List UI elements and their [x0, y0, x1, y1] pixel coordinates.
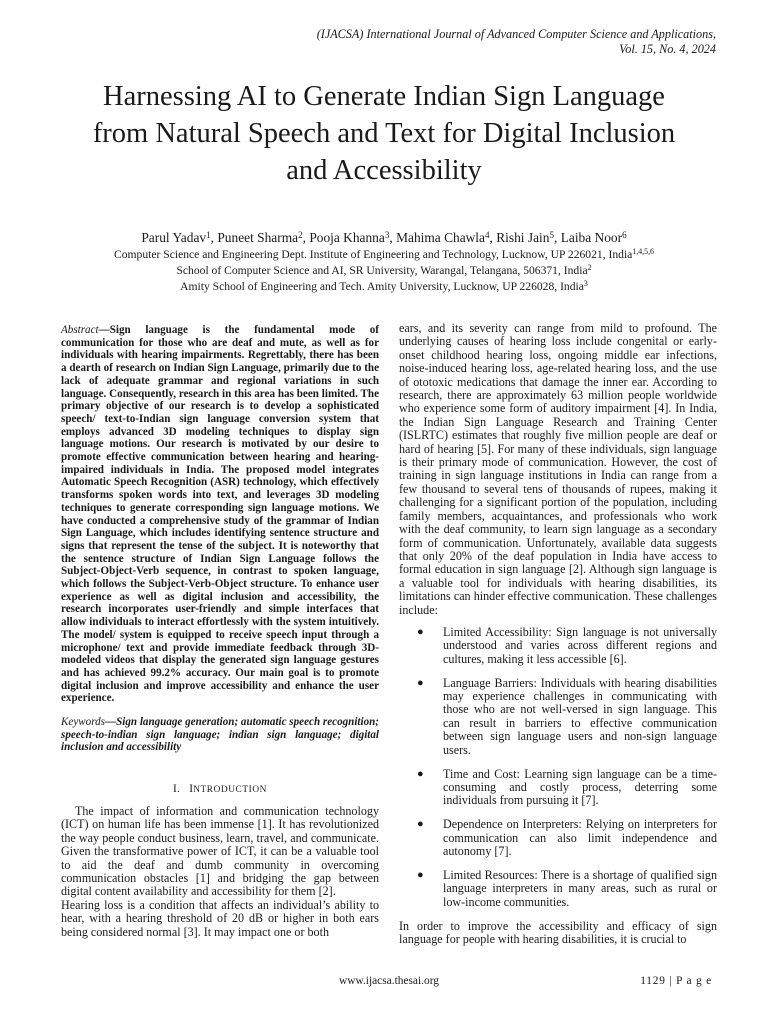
- section-title-rest: NTRODUCTION: [193, 785, 267, 795]
- paragraph: ears, and its severity can range from mild to profound. The underlying causes of hearing loss include congenital or early-onset childhood hearing loss, ongoing middle ear infections, noise-induced hearing loss, age-related hearing loss, and the use of ototoxic medications that damage the inner ear. According to research, there are approximately 63 million people worldwide who experience some form of auditory impairment [4]. In India, the Indian Sign Language Research and Training Center (ISLRTC) estimates that roughly five million people are deaf or hard of hearing [5]. For many of these individuals, sign language is their primary mode of communication. However, the cost of training in sign language institutions in India can range from a few thousand to several tens of thousands of rupees, making it challenging for a significant portion of the population, including family members, acquaintances, and professionals who work with the deaf community, to learn sign language as a secondary form of communication. Unfortunately, available data suggests that only 20% of the deaf population in India have access to formal education in sign language [2]. Although sign language is a valuable tool for individuals with hearing disabilities, its limitations can hinder effective communication. These challenges include:: [399, 321, 717, 617]
- journal-header: [317, 27, 716, 57]
- title-line-1: Harnessing AI to Generate Indian Sign Language: [103, 81, 665, 112]
- section-numeral: I.: [173, 783, 181, 795]
- affiliation: [40, 247, 728, 263]
- section-initial: I: [189, 783, 194, 795]
- author-name: Mahima Chawla: [396, 230, 485, 245]
- keywords-text: —Sign language generation; automatic speech recognition; speech-to-indian sign language; indian sign language; digital inclusion and accessibility: [61, 716, 379, 754]
- abstract-text: —Sign language is the fundamental mode of communication for those who are deaf and mute, as well as for individuals with hearing impairments. Regrettably, there has been a dearth of research on Indian Sign Language, primarily due to the lack of adequate grammar and regional variations in such language. Consequently, research in this area has been limited. The primary objective of our research is to develop a sophisticated speech/ text-to-Indian sign language conversion system that employs advanced 3D modeling techniques to display sign language motions. Our research is motivated by our desire to promote effective communication between hearing and hearing-impaired individuals in India. The proposed model integrates Automatic Speech Recognition (ASR) technology, which effectively transforms spoken words into text, and leverages 3D modeling techniques to generate corresponding sign language motions. We have conducted a comprehensive study of the grammar of Indian Sign Language, which includes identifying sentence structure and signs that represent the tense of the subject. It is noteworthy that the sentence structure of Indian Sign Language follows the Subject-Object-Verb sequence, in contrast to spoken language, which follows the Subject-Verb-Object structure. To enhance user experience as well as digital inclusion and accessibility, the research incorporates user-friendly and simple interfaces that allow individuals to interact effortlessly with the system intuitively. The model/ system is equipped to receive speech input through a microphone/ text and provide immediate feedback through 3D-modeled videos that display the generated sign language gestures and has achieved 99.2% accuracy. Our main goal is to promote digital inclusion and improve accessibility and enhance the user experience.: [61, 324, 379, 705]
- bullet-icon: ●: [417, 625, 424, 638]
- right-column-body: [399, 322, 717, 947]
- abstract: [61, 324, 379, 705]
- keywords-label: Keywords: [61, 716, 105, 728]
- list-item-text: Dependence on Interpreters: Relying on interpreters for communication can also limit independence and autonomy [7].: [443, 817, 717, 859]
- list-item: [399, 677, 717, 757]
- affiliation-sup: 2: [587, 263, 592, 273]
- footer-page-number: 1129 | P a g e: [640, 975, 712, 987]
- abstract-label: Abstract: [61, 324, 99, 336]
- author-affil-sup: 2: [298, 229, 303, 240]
- title-line-3: and Accessibility: [286, 155, 482, 186]
- journal-volume: Vol. 15, No. 4, 2024: [619, 42, 716, 56]
- section-heading-introduction: [61, 783, 379, 797]
- title-line-2: from Natural Speech and Text for Digital Inclusion: [92, 118, 676, 149]
- affiliation-text: School of Computer Science and AI, SR University, Warangal, Telangana, 506371, India: [176, 263, 588, 277]
- bullet-icon: ●: [417, 818, 424, 831]
- list-item: [399, 626, 717, 666]
- affiliation-sup: 1,4,5,6: [632, 247, 654, 257]
- list-item-text: Limited Resources: There is a shortage of qualified sign language interpreters in many areas, such as rural or low-income communities.: [443, 868, 717, 909]
- author-affil-sup: 6: [622, 229, 627, 240]
- affiliation-list: [40, 247, 728, 294]
- author-list: Parul Yadav$^1$, Puneet Sharma$^2$, Pooja Khanna$^3$, Mahima Chawla$^4$, Rishi Jain$^5$, Laiba Noor$^6$: [141, 229, 627, 245]
- left-column-body: [61, 805, 379, 939]
- keywords: [61, 716, 379, 754]
- author-name: Puneet Sharma: [217, 230, 299, 245]
- affiliation-text: Computer Science and Engineering Dept. Institute of Engineering and Technology, Lucknow, UP 226021, India: [114, 248, 633, 261]
- paragraph: In order to improve the accessibility and efficacy of sign language for people with hearing disabilities, it is crucial to: [399, 918, 717, 947]
- list-item: [399, 818, 717, 858]
- bullet-icon: ●: [417, 869, 424, 882]
- challenges-list: [399, 626, 717, 909]
- footer-url[interactable]: www.ijacsa.thesai.org: [339, 975, 439, 987]
- journal-name: (IJACSA) International Journal of Advanced Computer Science and Applications,: [316, 27, 716, 41]
- bullet-icon: ●: [417, 676, 424, 689]
- paragraph: The impact of information and communication technology (ICT) on human life has been immense [1]. It has revolutionized the way people conduct business, learn, travel, and communicate. Given the transformative power of ICT, it can be a valuable tool to aid the deaf and dumb community in overcoming communication obstacles [1] and bridging the gap between digital content availability and accessibility for them [2].: [61, 804, 379, 899]
- author-name: Parul Yadav: [141, 230, 207, 245]
- author-name: Pooja Khanna: [309, 230, 385, 245]
- list-item-text: Language Barriers: Individuals with hearing disabilities may experience challenges in communicating with those who are not well-versed in sign language. This can result in barriers to effective communication between sign language users and non-sign language users.: [443, 675, 717, 757]
- affiliation: [40, 263, 728, 279]
- author-name: Laiba Noor: [560, 230, 623, 245]
- list-item: [399, 869, 717, 909]
- list-item: [399, 768, 717, 808]
- affiliation-text: Amity School of Engineering and Tech. Amity University, Lucknow, UP 226028, India: [180, 279, 584, 293]
- author-affil-sup: 5: [549, 229, 555, 240]
- paragraph: Hearing loss is a condition that affects an individual’s ability to hear, with a hearing threshold of 20 dB or higher in both ears being considered normal [3]. It may impact one or both: [61, 897, 379, 939]
- author-affil-sup: 1: [206, 229, 211, 240]
- affiliation-sup: 3: [583, 279, 588, 289]
- affiliation: [40, 279, 728, 295]
- list-item-text: Limited Accessibility: Sign language is not universally understood and varies across different regions and cultures, making it less accessible [6].: [443, 624, 717, 666]
- author-affil-sup: 3: [384, 229, 390, 240]
- bullet-icon: ●: [417, 767, 424, 780]
- paper-title: [40, 78, 728, 189]
- list-item-text: Time and Cost: Learning sign language can be a time-consuming and costly process, deterring some individuals from pursuing it [7].: [443, 766, 717, 808]
- author-affil-sup: 4: [484, 229, 490, 240]
- author-name: Rishi Jain: [496, 230, 550, 245]
